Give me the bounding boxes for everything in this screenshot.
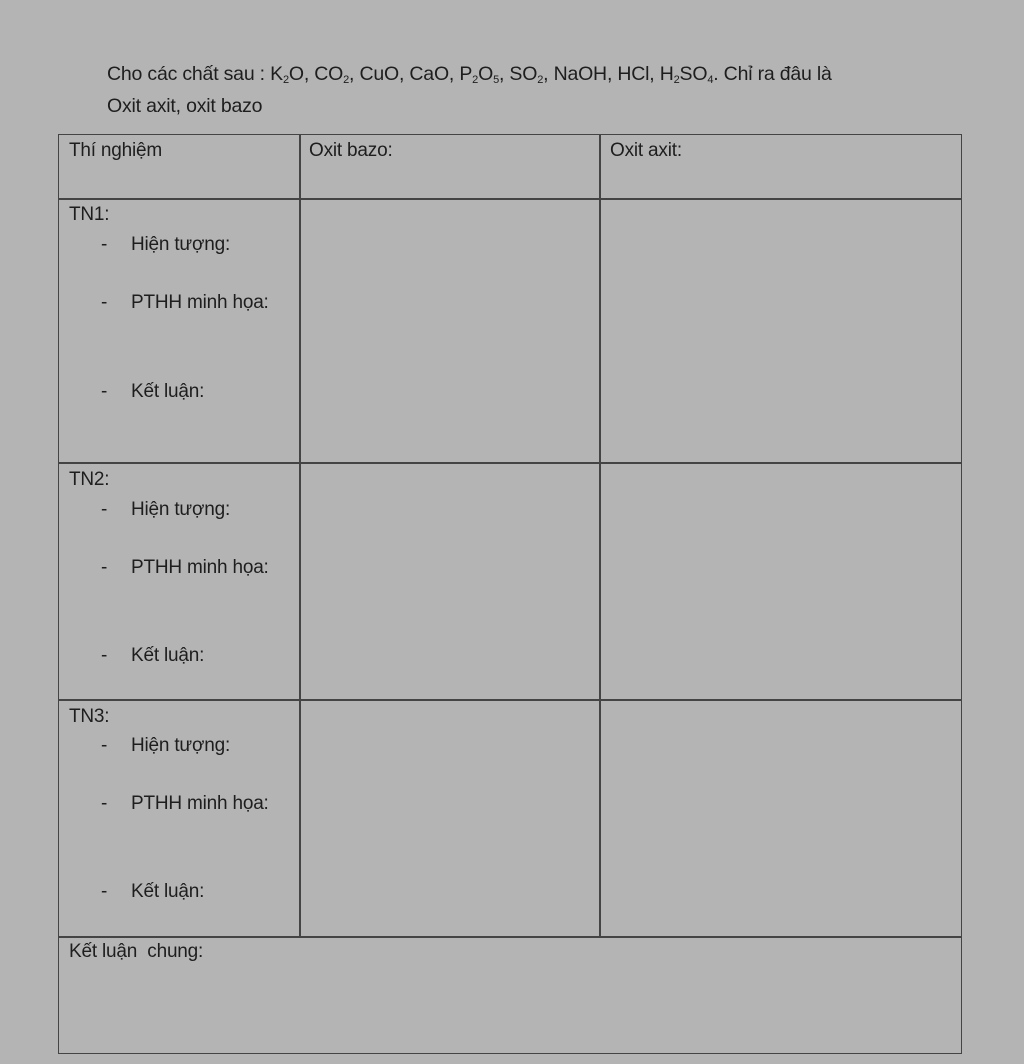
chemical-formula: $P_2O_5$ <box>459 63 499 86</box>
header-row-divider <box>59 198 961 200</box>
column-divider-1 <box>299 135 301 937</box>
tn1-title: TN1: <box>69 204 110 225</box>
tn3-bullet-1: - <box>101 735 108 756</box>
chemical-formula: HCl <box>617 63 650 85</box>
tn3-bullet-2: - <box>101 793 108 814</box>
chemical-formula: NaOH <box>553 63 607 85</box>
tn2-bullet-2: - <box>101 557 108 578</box>
chemical-formula: $SO_2$ <box>509 63 544 86</box>
header-basic-oxide: Oxit bazo: <box>309 140 393 161</box>
tn1-bullet-2: - <box>101 292 108 313</box>
tn2-bullet-3: - <box>101 645 108 666</box>
tn2-phenomenon-label: Hiện tượng: <box>131 499 231 520</box>
row-divider-tn1 <box>59 462 961 464</box>
chemical-formula: $K_2O$ <box>270 63 304 86</box>
chemical-formula: CaO <box>409 63 449 85</box>
tn1-bullet-3: - <box>101 381 108 402</box>
formula-list: $K_2O$, $CO_2$, CuO, CaO, $P_2O_5$, $SO_2$, NaOH, HCl, $H_2SO_4$ <box>270 63 714 86</box>
chemical-formula: CuO <box>359 63 399 85</box>
prompt-prefix: Cho các chất sau : <box>107 63 271 85</box>
question-line-2: Oxit axit, oxit bazo <box>107 95 263 117</box>
general-conclusion-label: Kết luận chung: <box>69 941 204 962</box>
tn2-equation-label: PTHH minh họa: <box>131 557 269 578</box>
tn2-conclusion-label: Kết luận: <box>131 645 205 666</box>
tn1-equation-label: PTHH minh họa: <box>131 292 269 313</box>
tn2-title: TN2: <box>69 469 110 490</box>
tn2-bullet-1: - <box>101 499 108 520</box>
row-divider-tn3 <box>59 936 961 938</box>
tn3-conclusion-label: Kết luận: <box>131 881 205 902</box>
tn1-phenomenon-label: Hiện tượng: <box>131 234 231 255</box>
tn3-equation-label: PTHH minh họa: <box>131 793 269 814</box>
question-line-1 <box>107 58 987 90</box>
column-divider-2 <box>599 135 601 937</box>
question-prompt <box>107 58 987 122</box>
tn1-conclusion-label: Kết luận: <box>131 381 205 402</box>
chemical-formula: $H_2SO_4$ <box>659 63 714 86</box>
tn3-title: TN3: <box>69 706 110 727</box>
prompt-suffix: . Chỉ ra đâu là <box>713 63 832 85</box>
chemical-formula: $CO_2$ <box>314 63 350 86</box>
experiment-table <box>58 134 962 1054</box>
tn3-phenomenon-label: Hiện tượng: <box>131 735 231 756</box>
tn3-bullet-3: - <box>101 881 108 902</box>
header-acidic-oxide: Oxit axit: <box>610 140 682 161</box>
header-experiment: Thí nghiệm <box>69 140 163 161</box>
row-divider-tn2 <box>59 699 961 701</box>
tn1-bullet-1: - <box>101 234 108 255</box>
